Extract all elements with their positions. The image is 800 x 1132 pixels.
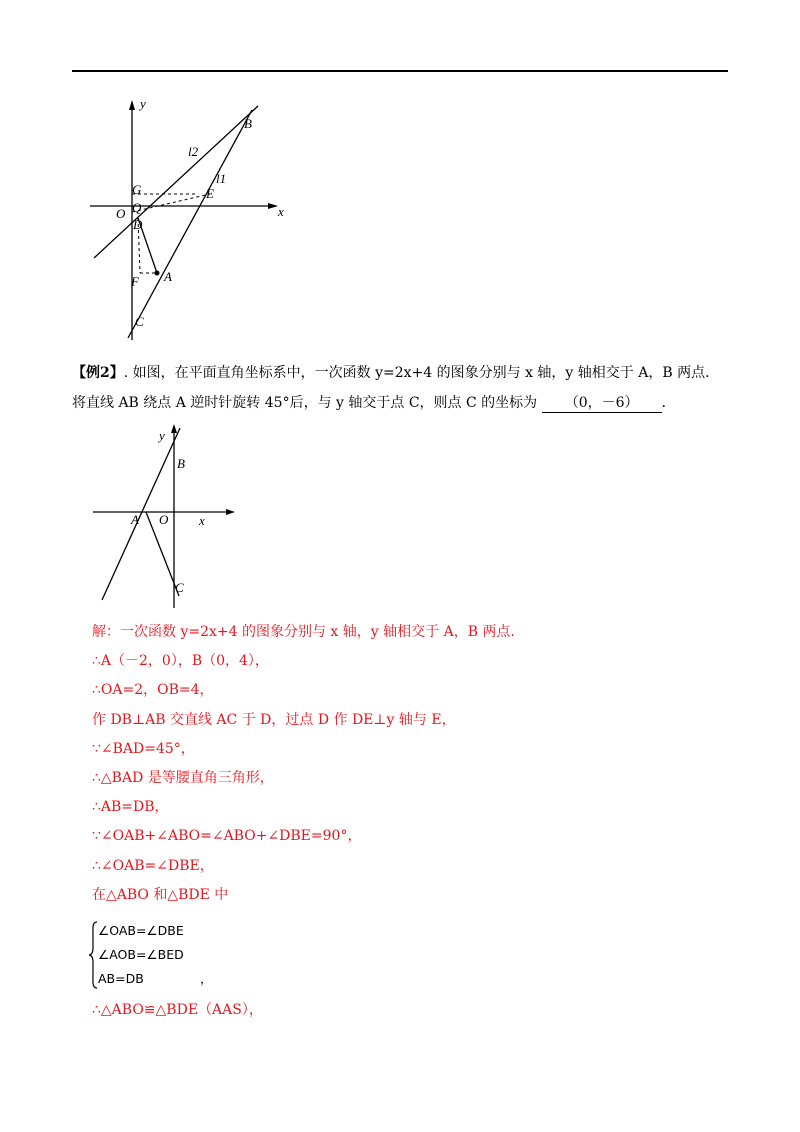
solution-line: 作 DB⊥AB 交直线 AC 于 D，过点 D 作 DE⊥y 轴与 E，	[92, 711, 456, 728]
label-b: B	[244, 116, 252, 131]
system-line-2: ∠AOB=∠BED	[98, 947, 184, 962]
label-a: A	[164, 269, 172, 284]
x-axis-2-arrow	[226, 509, 235, 515]
label-c: C	[135, 314, 144, 329]
label-f: F	[131, 274, 139, 289]
problem-tag: 【例2】	[72, 365, 124, 381]
label-q: Q	[132, 200, 142, 215]
point-a	[155, 271, 160, 276]
label2-o: O	[159, 512, 169, 527]
header-rule	[72, 70, 728, 72]
label2-a: A	[131, 512, 139, 527]
equation-system	[88, 920, 288, 990]
y-axis-arrow	[129, 100, 135, 110]
solution-line: 解：一次函数 y=2x+4 的图象分别与 x 轴，y 轴相交于 A，B 两点.	[92, 624, 515, 640]
solution-line: ∴A（－2，0），B（0，4），	[92, 653, 269, 670]
label-d: D	[133, 217, 143, 232]
system-line-3: AB=DB	[98, 971, 144, 986]
solution-line: ∴△BAD 是等腰直角三角形，	[92, 769, 274, 786]
figure-1	[80, 90, 300, 340]
label-y: y	[140, 96, 146, 111]
solution-line: ∴AB=DB，	[92, 799, 169, 816]
label-e: E	[206, 186, 214, 201]
label-l1: l1	[216, 171, 227, 186]
system-line-1: ∠OAB=∠DBE	[98, 923, 184, 938]
conclusion-line: ∴△ABO≌△BDE（AAS），	[92, 1002, 263, 1018]
line-l2	[94, 106, 258, 258]
solution	[92, 618, 732, 910]
label-o: O	[116, 206, 126, 221]
label2-x: x	[199, 513, 205, 528]
problem-text: . 如图，在平面直角坐标系中，一次函数 y=2x+4 的图象分别与 x 轴，y 轴相交于 A，B 两点．将直线 AB 绕点 A 逆时针旋转 45°后，与 y 轴交于点 C，则点 C 的坐标为	[72, 365, 720, 411]
solution-line: ∵∠OAB+∠ABO=∠ABO+∠DBE=90°，	[92, 828, 362, 845]
label-x: x	[278, 204, 284, 219]
y-axis-2-arrow	[171, 424, 177, 433]
label2-y: y	[159, 428, 165, 443]
label-l2: l2	[188, 144, 199, 159]
problem-statement	[72, 358, 732, 418]
label2-b: B	[177, 456, 185, 471]
label2-c: C	[175, 580, 184, 595]
solution-line: ∵∠BAD=45°，	[92, 740, 195, 757]
figure-2	[85, 420, 255, 610]
answer-blank: （0，－6）	[542, 394, 662, 413]
solution-line: ∴∠OAB=∠DBE，	[92, 857, 214, 874]
x-axis-arrow	[268, 203, 278, 209]
solution-line: ∴OA=2，OB=4，	[92, 682, 214, 699]
solution-line: 在△ABO 和△BDE 中	[92, 886, 229, 903]
problem-end: ．	[661, 395, 676, 411]
left-brace	[88, 920, 98, 990]
label-g: G	[132, 182, 142, 197]
system-tail: ，	[200, 971, 213, 986]
